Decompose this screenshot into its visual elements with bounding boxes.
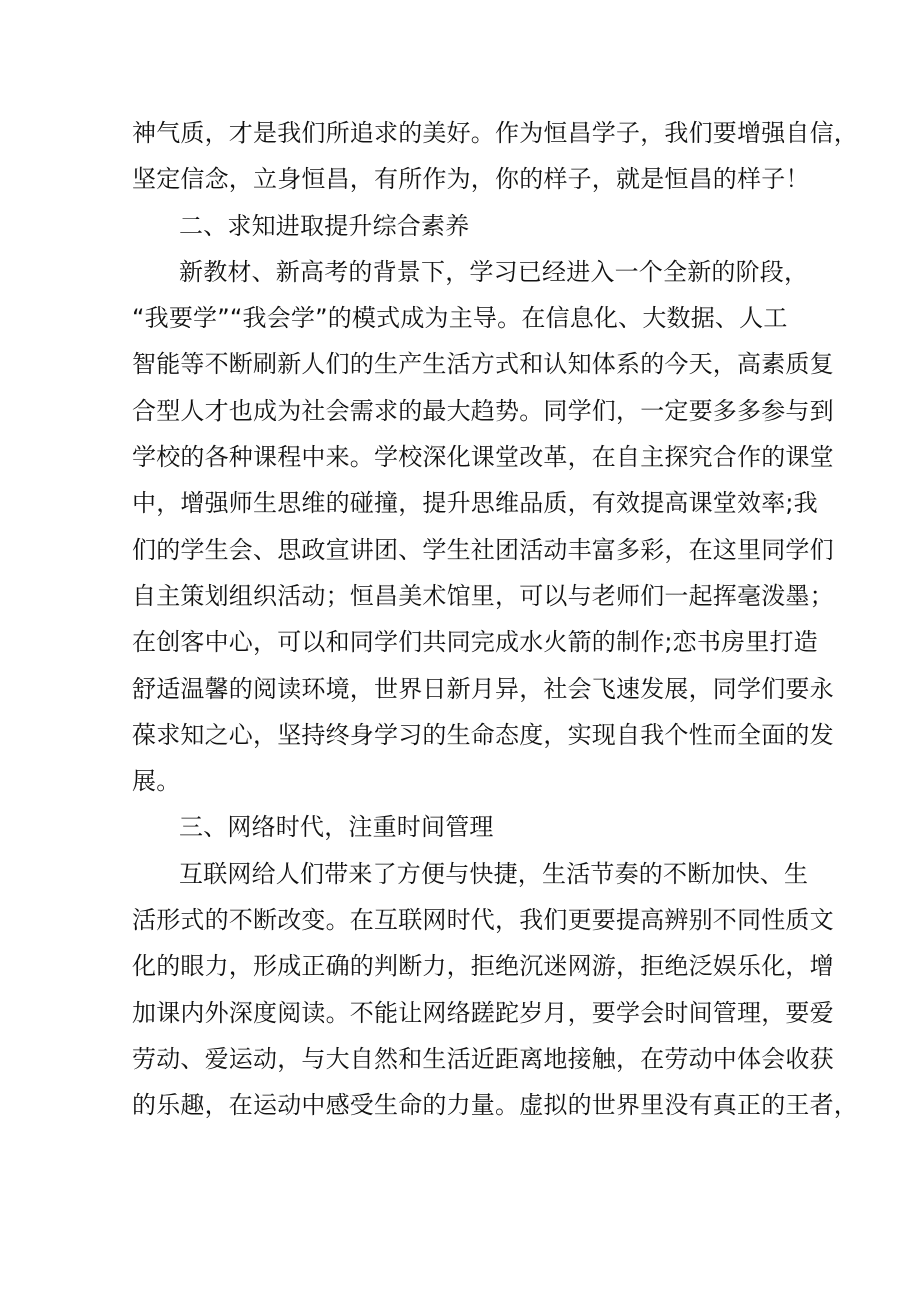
paragraph-line-18: 活形式的不断改变。在互联网时代，我们更要提高辨别不同性质文 — [132, 906, 834, 935]
paragraph-line-9: 中，增强师生思维的碰撞，提升思维品质，有效提高课堂效率;我 — [132, 489, 818, 518]
paragraph-line-12: 在创客中心，可以和同学们共同完成水火箭的制作;恋书房里打造 — [132, 628, 818, 657]
paragraph-line-4: 新教材、新高考的背景下，学习已经进入一个全新的阶段， — [179, 257, 809, 286]
paragraph-line-21: 劳动、爱运动，与大自然和生活近距离地接触，在劳动中体会收获 — [132, 1044, 834, 1073]
paragraph-line-13: 舒适温馨的阅读环境，世界日新月异，社会飞速发展，同学们要永 — [132, 674, 834, 703]
paragraph-line-8: 学校的各种课程中来。学校深化课堂改革，在自主探究合作的课堂 — [132, 443, 834, 472]
paragraph-line-15: 展。 — [132, 767, 181, 796]
paragraph-line-14: 葆求知之心，坚持终身学习的生命态度，实现自我个性而全面的发 — [132, 720, 834, 749]
paragraph-line-11: 自主策划组织活动；恒昌美术馆里，可以与老师们一起挥毫泼墨； — [132, 581, 834, 610]
paragraph-line-10: 们的学生会、思政宣讲团、学生社团活动丰富多彩，在这里同学们 — [132, 535, 834, 564]
paragraph-line-6: 智能等不断刷新人们的生产生活方式和认知体系的今天，高素质复 — [132, 350, 834, 379]
section-heading-3: 三、网络时代，注重时间管理 — [179, 813, 494, 842]
paragraph-line-5: “我要学”“我会学”的模式成为主导。在信息化、大数据、人工 — [132, 304, 788, 333]
paragraph-line-1: 神气质，才是我们所追求的美好。作为恒昌学子，我们要增强自信， — [132, 119, 858, 147]
section-heading-2: 二、求知进取提升综合素养 — [179, 211, 470, 240]
paragraph-line-7: 合型人才也成为社会需求的最大趋势。同学们，一定要多多参与到 — [132, 396, 834, 425]
paragraph-line-20: 加课内外深度阅读。不能让网络蹉跎岁月，要学会时间管理，要爱 — [132, 998, 834, 1027]
paragraph-line-17: 互联网给人们带来了方便与快捷，生活节奏的不断加快、生 — [179, 859, 809, 888]
paragraph-line-19: 化的眼力，形成正确的判断力，拒绝沉迷网游，拒绝泛娱乐化，增 — [132, 952, 834, 981]
paragraph-line-2: 坚定信念，立身恒昌，有所作为，你的样子，就是恒昌的样子！ — [132, 165, 810, 194]
paragraph-line-22: 的乐趣，在运动中感受生命的力量。虚拟的世界里没有真正的王者， — [132, 1091, 858, 1120]
document-body — [132, 110, 858, 1129]
